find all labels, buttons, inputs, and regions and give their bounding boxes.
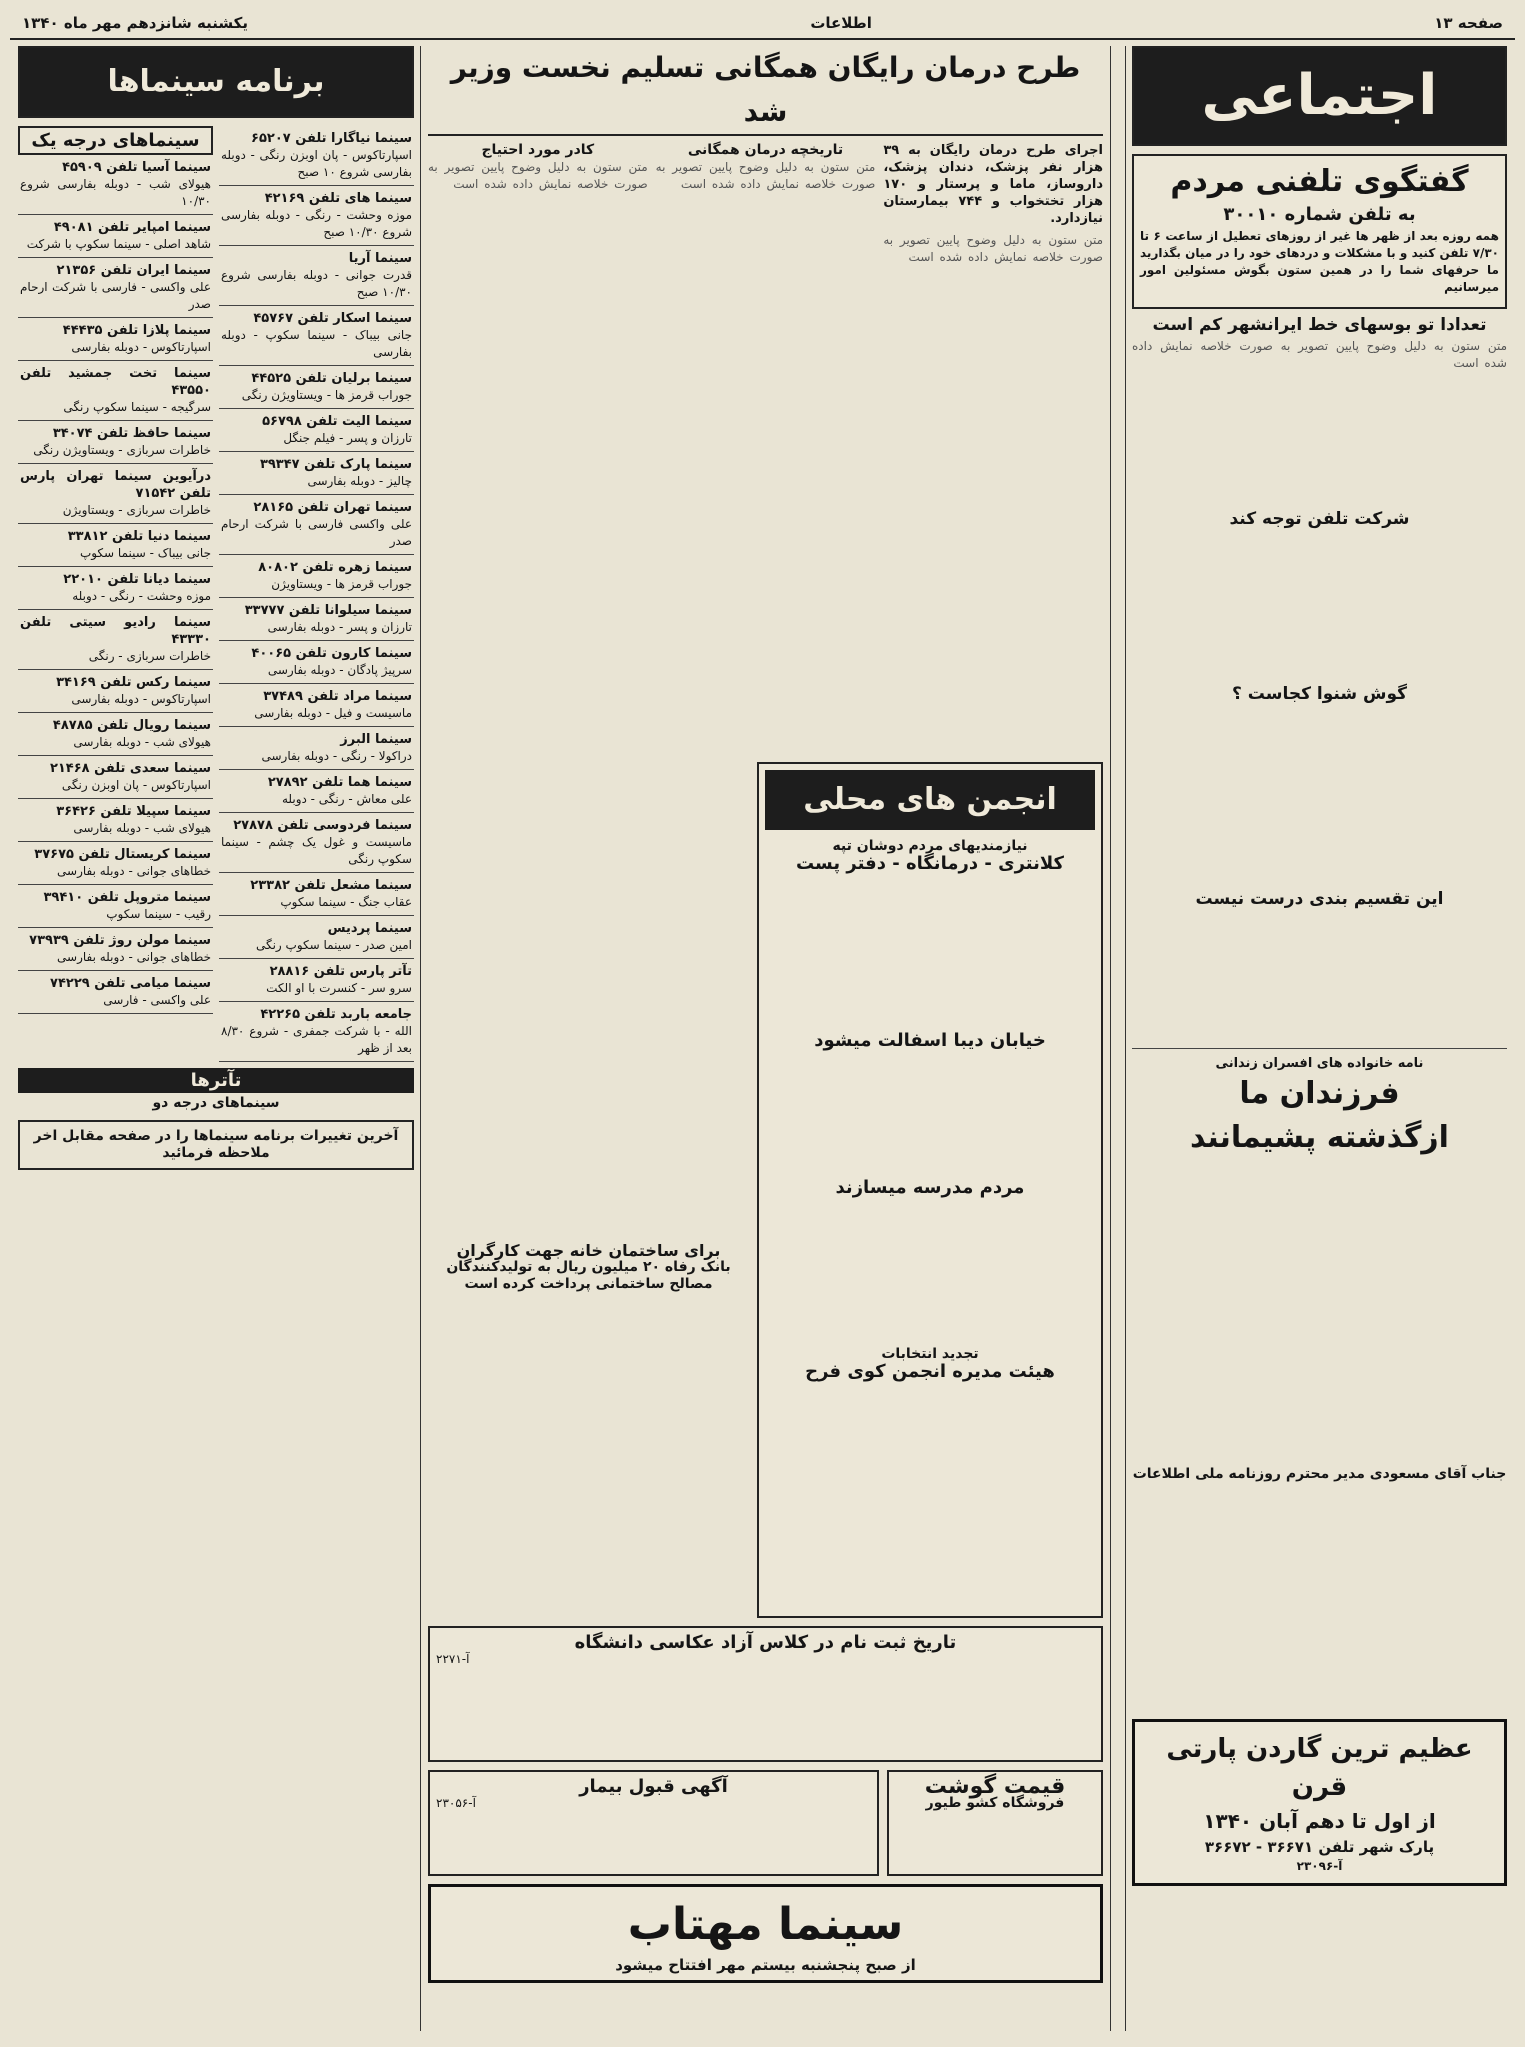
cinema-detail: اسپارتاکوس - پان اوبزن رنگی - دوبله بفارسی شروع ۱۰ صبح bbox=[221, 148, 412, 179]
cinema-name: سینما رویال تلفن ۴۸۷۸۵ bbox=[52, 718, 211, 733]
cinema-entry bbox=[219, 727, 414, 770]
kids-body bbox=[1132, 1160, 1507, 1460]
cinema-detail: خاطرات سربازی - ویستاویژن bbox=[62, 503, 211, 517]
cinema-detail: سرگیجه - سینما سکوپ رنگی bbox=[63, 400, 211, 414]
cinema-entry bbox=[18, 318, 213, 361]
cinema-detail: تارزان و پسر - فیلم جنگل bbox=[283, 431, 412, 445]
cinema-entry bbox=[219, 186, 414, 246]
patient-title: آگهی قبول بیمار bbox=[579, 1776, 728, 1797]
cinema-detail: خاطرات سربازی - رنگی bbox=[88, 649, 211, 663]
cinema-detail: جانی بیباک - سینما سکوپ - دوبله بفارسی bbox=[221, 328, 412, 359]
mahtab-ad bbox=[428, 1884, 1103, 1983]
issue-date: یکشنبه شانزدهم مهر ماه ۱۳۴۰ bbox=[22, 14, 248, 32]
letter-body-1: متن ستون به دلیل وضوح پایین تصویر به صورت خلاصه نمایش داده شده است bbox=[1132, 339, 1507, 370]
garden-party-code: آ-۲۳۰۹۶ bbox=[1296, 1859, 1343, 1873]
anjoman-item-3: مردم مدرسه میسازند bbox=[835, 1177, 1025, 1198]
cinema-detail: جوراب قرمز ها - ویستاویژن رنگی bbox=[241, 388, 412, 402]
cinema-entry bbox=[18, 567, 213, 610]
cinema-entry bbox=[18, 971, 213, 1014]
cinema-entry bbox=[219, 409, 414, 452]
cinema-entry bbox=[219, 555, 414, 598]
garden-party-dates: از اول تا دهم آبان ۱۳۴۰ bbox=[1203, 1809, 1436, 1833]
page-number: صفحه ۱۳ bbox=[1434, 14, 1503, 32]
garden-party-place: پارک شهر تلفن ۳۶۶۷۱ - ۳۶۶۷۲ bbox=[1204, 1838, 1435, 1856]
cinema-detail: قدرت جوانی - دوبله بفارسی شروع ۱۰/۳۰ صبح bbox=[221, 268, 412, 299]
cinema-name: درآیوین سینما تهران پارس تلفن ۷۱۵۴۲ bbox=[20, 469, 211, 501]
photo-class-code: آ-۲۲۷۱ bbox=[436, 1652, 470, 1666]
paper-name: اطلاعات bbox=[810, 14, 872, 32]
theaters-label: تآترها bbox=[18, 1068, 414, 1093]
cinema-name: سینما امپایر تلفن ۴۹۰۸۱ bbox=[53, 220, 211, 235]
cinema-name: سینما ایران تلفن ۲۱۳۵۶ bbox=[56, 263, 211, 278]
phone-box bbox=[1132, 154, 1507, 309]
cinema-name: سینما دنیا تلفن ۳۳۸۱۲ bbox=[67, 529, 211, 544]
cinema-name: سینما سیلوانا تلفن ۳۳۷۷۷ bbox=[244, 603, 412, 618]
cinema-name: سینما مشعل تلفن ۲۳۳۸۲ bbox=[250, 878, 412, 893]
main-headline: طرح درمان رایگان همگانی تسلیم نخست وزیر شد bbox=[428, 46, 1103, 136]
news-body-1: متن ستون به دلیل وضوح پایین تصویر به صورت خلاصه نمایش داده شده است bbox=[883, 233, 1103, 264]
cinema-detail: سرو سر - کنسرت با او الکت bbox=[266, 981, 412, 995]
cinema-entry bbox=[219, 306, 414, 366]
section-banner: اجتماعی bbox=[1132, 46, 1507, 146]
cinema-list-a bbox=[219, 126, 414, 1062]
housing-col bbox=[428, 762, 749, 1602]
cinema-entry bbox=[219, 770, 414, 813]
meat-shop: فروشگاه کشو طیور bbox=[925, 1795, 1065, 1811]
cinema-detail: سرپیژ پادگان - دوبله بفارسی bbox=[267, 663, 412, 677]
lead-text: اجرای طرح درمان رایگان به ۳۹ هزار نفر پزشک، دندان پزشک، داروساز، ماما و پرستار و ۱۷۰ هزار تختخواب و ۷۴۴ بیمارستان نیازدارد. bbox=[883, 143, 1103, 226]
cinema-detail: علی واکسی - فارسی bbox=[103, 993, 211, 1007]
letter-heading-2: شرکت تلفن توجه کند bbox=[1229, 509, 1410, 529]
cinema-name: سینما الیت تلفن ۵۶۷۹۸ bbox=[262, 414, 412, 429]
cinema-detail: اسپارتاکوس - دوبله بفارسی bbox=[71, 340, 211, 354]
cinema-detail: خطاهای جوانی - دوبله بفارسی bbox=[57, 864, 211, 878]
photo-class-box bbox=[428, 1626, 1103, 1762]
kids-title: فرزندان ما bbox=[1239, 1076, 1400, 1111]
cinema-entry bbox=[18, 361, 213, 421]
cinema-detail: اسپارتاکوس - دوبله بفارسی bbox=[71, 692, 211, 706]
meat-title: قیمت گوشت bbox=[924, 1774, 1066, 1799]
cinema-name: سینما مولن روژ تلفن ۷۳۹۳۹ bbox=[29, 933, 211, 948]
cinema-entry bbox=[219, 873, 414, 916]
cinema-detail: شاهد اصلی - سینما سکوپ با شرکت bbox=[26, 237, 211, 251]
cinema-name: سینما رکس تلفن ۳۴۱۶۹ bbox=[56, 675, 211, 690]
letter-body-4 bbox=[1132, 912, 1507, 1042]
housing-sub: بانک رفاه ۲۰ میلیون ریال به تولیدکنندگان مصالح ساختمانی پرداخت کرده است bbox=[446, 1259, 731, 1292]
cinema-entry bbox=[219, 495, 414, 555]
cinema-name: سینما تهران تلفن ۲۸۱۶۵ bbox=[253, 500, 412, 515]
cinema-name: جامعه باربد تلفن ۴۲۲۶۵ bbox=[260, 1007, 412, 1022]
news-area bbox=[428, 46, 1103, 2036]
anjoman-body-3 bbox=[765, 1196, 1095, 1346]
cinema-name: سینما پلازا تلفن ۴۴۴۳۵ bbox=[62, 323, 211, 338]
cinema-entry bbox=[18, 713, 213, 756]
cinema-entry bbox=[18, 670, 213, 713]
cinema-entry bbox=[18, 155, 213, 215]
mahtab-sub: از صبح پنجشنبه بیستم مهر افتتاح میشود bbox=[615, 1956, 916, 1974]
anjoman-item-1: نیازمندیهای مردم دوشان تپه bbox=[832, 838, 1028, 854]
phone-number: به تلفن شماره ۳۰۰۱۰ bbox=[1223, 204, 1416, 225]
news-body-3: متن ستون به دلیل وضوح پایین تصویر به صورت خلاصه نمایش داده شده است bbox=[428, 160, 648, 191]
cinema-entry bbox=[18, 885, 213, 928]
cinema-entry bbox=[18, 756, 213, 799]
news-body-4 bbox=[428, 762, 749, 1242]
anjoman-item-4: هیئت مدیره انجمن کوی فرح bbox=[805, 1361, 1055, 1382]
phone-title: گفتگوی تلفنی مردم bbox=[1170, 164, 1469, 199]
cinema-entry bbox=[219, 813, 414, 873]
cinema-detail: هیولای شب - دوبله بفارسی bbox=[73, 735, 211, 749]
cinema-name: سینما پارک تلفن ۳۹۳۴۷ bbox=[259, 457, 412, 472]
cinema-entry bbox=[219, 126, 414, 186]
patient-box bbox=[428, 1770, 879, 1876]
first-class-label: سینماهای درجه یک bbox=[18, 126, 213, 155]
anjoman-item-2: خیابان دیبا اسفالت میشود bbox=[814, 1030, 1046, 1051]
cinema-program-banner: برنامه سینماها bbox=[18, 46, 414, 118]
cinema-name: سینما برلیان تلفن ۴۴۵۲۵ bbox=[251, 371, 412, 386]
cinema-entry bbox=[18, 215, 213, 258]
cinema-entry bbox=[18, 524, 213, 567]
letter-body-1b bbox=[1132, 377, 1507, 507]
newspaper-page bbox=[10, 8, 1515, 2038]
cinema-entry bbox=[219, 684, 414, 727]
cinema-name: تآتر پارس تلفن ۲۸۸۱۶ bbox=[269, 964, 412, 979]
addressee: جناب آقای مسعودی مدیر محترم روزنامه ملی اطلاعات bbox=[1132, 1466, 1507, 1482]
cinema-name: سینما اسکار تلفن ۴۵۷۶۷ bbox=[253, 311, 412, 326]
social-column bbox=[1132, 46, 1507, 2036]
housing-title: برای ساختمان خانه جهت کارگران bbox=[456, 1241, 721, 1260]
letter-heading-1: تعدادا تو بوسهای خط ایرانشهر کم است bbox=[1152, 315, 1487, 335]
cinema-name: سینما زهره تلفن ۸۰۸۰۲ bbox=[258, 560, 412, 575]
cinema-detail: اسپارتاکوس - پان اوبزن رنگی bbox=[61, 778, 211, 792]
news-body-2: متن ستون به دلیل وضوح پایین تصویر به صورت خلاصه نمایش داده شده است bbox=[655, 160, 876, 191]
cinema-name: سینما فردوسی تلفن ۲۷۸۷۸ bbox=[233, 818, 412, 833]
letter-body-2 bbox=[1132, 532, 1507, 682]
cinema-footer-note: آخرین تغییرات برنامه سینماها را در صفحه مقابل اخر ملاحظه فرمائید bbox=[18, 1120, 414, 1170]
cinema-name: سینما آریا bbox=[348, 251, 412, 266]
cinema-detail: علی واکسی فارسی با شرکت ارحام صدر bbox=[221, 517, 412, 548]
cinema-name: سینما میامی تلفن ۷۴۲۲۹ bbox=[50, 976, 211, 991]
cinema-detail: ماسیست و فیل - دوبله بفارسی bbox=[254, 706, 412, 720]
cinema-detail: علی واکسی - فارسی با شرکت ارحام صدر bbox=[20, 280, 211, 311]
cinema-name: سینما متروپل تلفن ۳۹۴۱۰ bbox=[43, 890, 211, 905]
anjoman-body-2 bbox=[765, 1049, 1095, 1179]
cinema-detail: رقیب - سینما سکوپ bbox=[106, 907, 211, 921]
cinema-name: سینما کارون تلفن ۴۰۰۶۵ bbox=[251, 646, 412, 661]
cinema-detail: چالیز - دوبله بفارسی bbox=[307, 474, 412, 488]
letter-heading-4: این تقسیم بندی درست نیست bbox=[1195, 889, 1444, 909]
patient-code: آ-۲۳۰۵۶ bbox=[436, 1796, 476, 1810]
cinema-name: سینما سپیلا تلفن ۳۶۴۲۶ bbox=[56, 804, 211, 819]
cinema-entry bbox=[219, 959, 414, 1002]
cinema-entry bbox=[18, 610, 213, 670]
photo-class-title: تاریخ ثبت نام در کلاس آزاد عکاسی دانشگاه bbox=[574, 1632, 957, 1653]
cinema-name: سینما های تلفن ۴۲۱۶۹ bbox=[264, 191, 412, 206]
news-col-2 bbox=[656, 142, 876, 762]
cinema-name: سینما حافظ تلفن ۳۴۰۷۴ bbox=[52, 426, 211, 441]
cinema-entry bbox=[219, 1002, 414, 1062]
cinema-detail: امین صدر - سینما سکوپ رنگی bbox=[255, 938, 412, 952]
cinema-detail: دراکولا - رنگی - دوبله بفارسی bbox=[261, 749, 412, 763]
anjoman-box bbox=[757, 762, 1103, 1618]
past-title: ازگذشته پشیمانند bbox=[1190, 1120, 1449, 1155]
garden-party-title: عظیم ترین گاردن پارتی قرن bbox=[1166, 1734, 1473, 1802]
news-col-1 bbox=[883, 142, 1103, 762]
cinema-list-b bbox=[18, 126, 213, 1062]
mahtab-title: سینما مهتاب bbox=[627, 1899, 904, 1950]
cinema-name: سینما سعدی تلفن ۲۱۴۶۸ bbox=[49, 761, 211, 776]
page-header bbox=[10, 8, 1515, 40]
cinema-entry bbox=[219, 598, 414, 641]
cinema-detail: خطاهای جوانی - دوبله بفارسی bbox=[57, 950, 211, 964]
cinema-entry bbox=[18, 464, 213, 524]
cinema-detail: موزه وحشت - رنگی - دوبله bbox=[72, 589, 211, 603]
anjoman-banner: انجمن های محلی bbox=[765, 770, 1095, 830]
anjoman-body-1 bbox=[765, 872, 1095, 1032]
anjoman-item-1b: کلانتری - درمانگاه - دفتر پست bbox=[795, 853, 1065, 874]
cinema-detail: جانی بیباک - سینما سکوپ bbox=[79, 546, 211, 560]
cinema-name: سینما کریستال تلفن ۳۷۶۷۵ bbox=[34, 847, 211, 862]
cinema-detail: موزه وحشت - رنگی - دوبله بفارسی شروع ۱۰/۳۰ صبح bbox=[221, 208, 412, 239]
letter-heading-3: گوش شنوا کجاست ؟ bbox=[1232, 684, 1407, 704]
cinema-entry bbox=[219, 246, 414, 306]
garden-party-ad bbox=[1132, 1719, 1507, 1886]
cinema-name: سینما دیانا تلفن ۲۲۰۱۰ bbox=[63, 572, 211, 587]
addressee-body bbox=[1132, 1489, 1507, 1719]
cinema-name: سینما پردیس bbox=[327, 921, 412, 936]
cinema-entry bbox=[219, 641, 414, 684]
news-col-3 bbox=[428, 142, 648, 762]
cinema-entry bbox=[219, 916, 414, 959]
cinema-name: سینما نیاگارا تلفن ۶۵۲۰۷ bbox=[251, 131, 412, 146]
cinema-name: سینما مراد تلفن ۳۷۴۸۹ bbox=[263, 689, 412, 704]
cinema-detail: ماسیست و غول یک چشم - سینما سکوپ رنگی bbox=[221, 835, 412, 866]
cinema-column bbox=[18, 46, 414, 2036]
cinema-name: سینما البرز bbox=[340, 732, 412, 747]
cinema-name: سینما تخت جمشید تلفن ۴۳۵۵۰ bbox=[20, 366, 211, 398]
cinema-entry bbox=[18, 928, 213, 971]
cinema-detail: خاطرات سربازی - ویستاویژن رنگی bbox=[33, 443, 211, 457]
kids-head: نامه خانواده های افسران زندانی bbox=[1215, 1056, 1424, 1071]
second-class-label: سینماهای درجه دو bbox=[152, 1095, 280, 1111]
cinema-detail: هیولای شب - دوبله بفارسی شروع ۱۰/۳۰ bbox=[20, 177, 211, 208]
cinema-entry bbox=[18, 258, 213, 318]
cinema-name: سینما رادیو سیتی تلفن ۴۳۳۳۰ bbox=[20, 615, 211, 647]
meat-box bbox=[887, 1770, 1103, 1876]
cinema-detail: الله - با شرکت جمفری - شروع ۸/۳۰ بعد از ظهر bbox=[221, 1024, 412, 1055]
cinema-detail: هیولای شب - دوبله بفارسی bbox=[73, 821, 211, 835]
cinema-entry bbox=[18, 421, 213, 464]
cinema-entry bbox=[18, 842, 213, 885]
anjoman-item-4b: تجدید انتخابات bbox=[881, 1346, 979, 1362]
sub-staff: کادر مورد احتیاج bbox=[481, 142, 595, 158]
cinema-detail: علی معاش - رنگی - دوبله bbox=[281, 792, 412, 806]
cinema-entry bbox=[219, 366, 414, 409]
cinema-entry bbox=[18, 799, 213, 842]
cinema-detail: جوراب قرمز ها - ویستاویژن bbox=[271, 577, 412, 591]
cinema-name: سینما هما تلفن ۲۷۸۹۲ bbox=[267, 775, 412, 790]
cinema-detail: تارزان و پسر - دوبله بفارسی bbox=[267, 620, 412, 634]
letter-body-3 bbox=[1132, 707, 1507, 887]
cinema-name: سینما آسیا تلفن ۴۵۹۰۹ bbox=[62, 160, 211, 175]
cinema-entry bbox=[219, 452, 414, 495]
sub-history: تاریخچه درمان همگانی bbox=[687, 142, 844, 158]
phone-text: همه روزه بعد از ظهر ها غیر از روزهای تعطیل از ساعت ۶ تا ۷/۳۰ تلفن کنید و با مشکلات و دردهای خود را در میان بگذارید ما حرفهای شما را در همین ستون بگوش مسئولین امور میرسانیم bbox=[1140, 229, 1499, 294]
cinema-detail: عقاب جنگ - سینما سکوپ bbox=[280, 895, 412, 909]
